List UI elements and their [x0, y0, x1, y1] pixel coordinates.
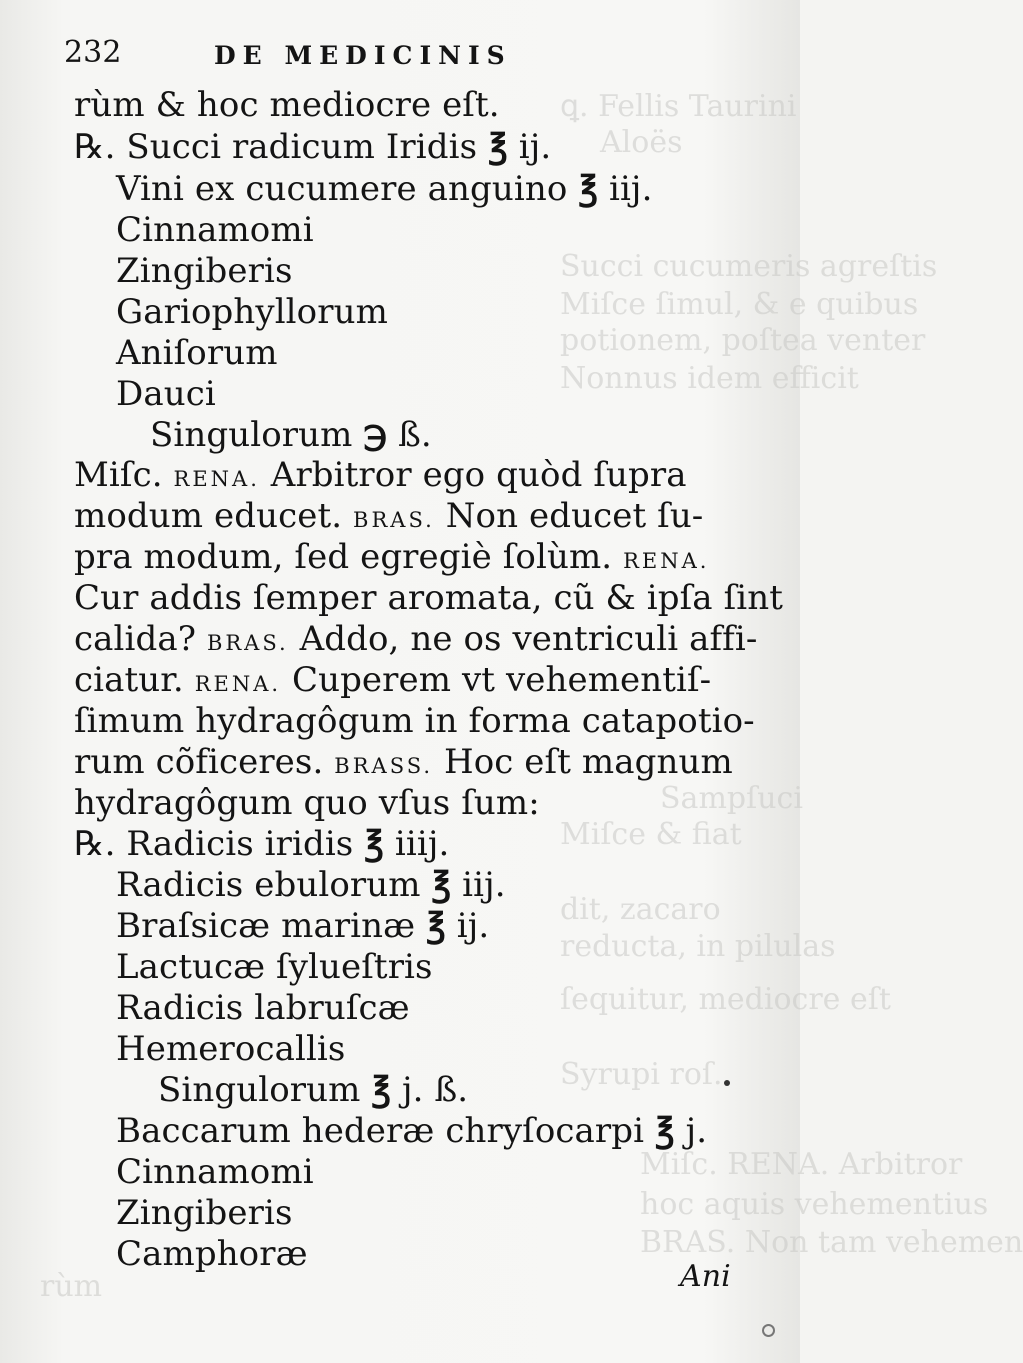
- apothecary-symbol: ℥: [426, 906, 446, 946]
- text-line: [116, 988, 410, 1028]
- text-run: Arbitror ego quòd ſupra: [259, 455, 687, 495]
- text-run: Gariophyllorum: [116, 292, 388, 332]
- text-run: rum cõficeres.: [74, 742, 335, 782]
- text-line: [74, 619, 758, 659]
- ink-speck: [724, 1080, 730, 1086]
- text-line: [74, 85, 500, 125]
- text-line: [150, 415, 432, 455]
- text-line: [116, 947, 433, 987]
- apothecary-symbol: ℥: [655, 1111, 675, 1151]
- text-line: [74, 496, 704, 536]
- speaker-name: BRASS.: [334, 754, 434, 778]
- text-line: [74, 742, 733, 782]
- text-run: Singulorum: [150, 415, 364, 455]
- page-number: 232: [64, 35, 122, 70]
- text-run: iij.: [451, 865, 506, 905]
- text-run: iiij.: [384, 824, 450, 864]
- speaker-name: BRAS.: [353, 508, 435, 532]
- text-run: Cuperem vt vehementiſ-: [281, 660, 712, 700]
- text-line: [116, 169, 653, 209]
- text-run: j.: [674, 1111, 708, 1151]
- paper-mark: [762, 1324, 775, 1337]
- text-line: [158, 1070, 469, 1110]
- text-run: Cinnamomi: [116, 210, 314, 250]
- text-line: [74, 537, 710, 577]
- text-run: ſimum hydragôgum in forma catapotio-: [74, 701, 755, 741]
- text-run: Cur addis ſemper aromata, cũ & ipſa ſint: [74, 578, 783, 618]
- text-line: [74, 660, 712, 700]
- speaker-name: RENA.: [173, 467, 260, 491]
- text-run: j. ß.: [391, 1070, 469, 1110]
- text-line: [74, 578, 783, 618]
- text-run: Dauci: [116, 374, 216, 414]
- text-line: [116, 865, 506, 905]
- speaker-name: BRAS.: [206, 631, 289, 655]
- text-line: [74, 824, 450, 864]
- apothecary-symbol: ℥: [431, 865, 452, 905]
- text-line: [116, 210, 314, 250]
- speaker-name: RENA.: [623, 549, 710, 573]
- text-run: ciatur.: [74, 660, 195, 700]
- text-line: [116, 1234, 308, 1274]
- text-run: Addo, ne os ventriculi affi-: [288, 619, 758, 659]
- text-run: Non educet ſu-: [434, 496, 704, 536]
- text-run: Vini ex cucumere anguino: [116, 169, 579, 209]
- text-run: Hoc eſt magnum: [433, 742, 733, 782]
- text-run: ℞. Radicis iridis: [74, 824, 365, 864]
- text-run: ij.: [445, 906, 490, 946]
- text-line: [116, 1152, 314, 1192]
- text-run: Cinnamomi: [116, 1152, 314, 1192]
- text-line: [116, 333, 278, 373]
- text-line: [74, 783, 540, 823]
- text-run: iij.: [598, 169, 653, 209]
- text-run: calida?: [74, 619, 207, 659]
- text-run: ij.: [507, 127, 552, 167]
- text-line: [74, 701, 755, 741]
- text-run: pra modum, ſed egregiè ſolùm.: [74, 537, 624, 577]
- text-run: ℞. Succi radicum Iridis: [74, 127, 489, 167]
- text-line: [116, 1193, 293, 1233]
- text-line: [116, 1029, 346, 1069]
- text-run: Singulorum: [158, 1070, 372, 1110]
- text-line: [116, 251, 293, 291]
- text-run: Zingiberis: [116, 251, 293, 291]
- text-run: Camphoræ: [116, 1234, 308, 1274]
- apothecary-symbol: ℥: [488, 127, 508, 167]
- text-line: [116, 292, 388, 332]
- text-run: Radicis ebulorum: [116, 865, 432, 905]
- speaker-name: RENA.: [194, 672, 282, 696]
- text-run: ß.: [387, 415, 432, 455]
- text-line: [116, 1111, 708, 1151]
- text-line: [74, 455, 687, 495]
- text-line: [116, 374, 216, 414]
- text-run: hydragôgum quo vſus ſum:: [74, 783, 540, 823]
- text-line: [74, 127, 552, 167]
- text-run: Lactucæ ſylueſtris: [116, 947, 433, 987]
- apothecary-symbol: ℥: [364, 824, 385, 864]
- text-run: rùm & hoc mediocre eſt.: [74, 85, 500, 125]
- apothecary-symbol: ℈: [363, 415, 388, 455]
- text-run: Baccarum hederæ chryſocarpi: [116, 1111, 655, 1151]
- text-line: [116, 906, 490, 946]
- text-run: Zingiberis: [116, 1193, 293, 1233]
- apothecary-symbol: ℥: [371, 1070, 392, 1110]
- text-run: Miſc.: [74, 455, 174, 495]
- book-page: ꝗ. Fellis Taurini Aloës Succi cucumeris agreſtis Miſce ſimul, & e quibus potionem, poſtea venter Nonnus idem efficit Sampſuci Miſce & fiat dit, zacaro reducta, in pilulas ſequitur, mediocre eſt Syrupi roſ. Miſc. RENA. Arbitror hoc aquis vehementius BRAS. Non tam vehemen rùm 232 DE MEDICINIS rùm & hoc mediocre eſt. ℞. Succi radicum Iridis ℥ ij. Vini ex cucumere anguino ℥ iij. Cinnamomi Zingiberis Gariophyllorum Aniſorum Dauci Singulorum ℈ ß. Miſc. RENA. Arbitror ego quòd ſupra modum educet. BRAS. Non educet ſu- pra modum, ſed egregiè ſolùm. RENA. Cur addis ſemper aromata, cũ & ipſa ſint calida? BRAS. Addo, ne os ventriculi affi- ciatur. RENA. Cuperem vt vehementiſ- ſimum hydragôgum in forma catapotio- rum cõficeres. BRASS. Hoc eſt magnum hydragôgum quo vſus ſum: ℞. Radicis iridis ℥ iiij. Radicis ebulorum ℥ iij. Braſsicæ marinæ ℥ ij. Lactucæ ſylueſtris Radicis labruſcæ Hemerocallis Singulorum ℥ j. ß. Baccarum hederæ chryſocarpi ℥ j. Cinnamomi Zingiberis Camphoræ Ani: [0, 0, 800, 1363]
- running-head: DE MEDICINIS: [214, 41, 512, 70]
- text-run: Hemerocallis: [116, 1029, 346, 1069]
- text-run: Aniſorum: [116, 333, 278, 373]
- text-run: Braſsicæ marinæ: [116, 906, 427, 946]
- text-run: Radicis labruſcæ: [116, 988, 410, 1028]
- text-run: modum educet.: [74, 496, 354, 536]
- catchword: Ani: [680, 1259, 731, 1294]
- apothecary-symbol: ℥: [578, 169, 599, 209]
